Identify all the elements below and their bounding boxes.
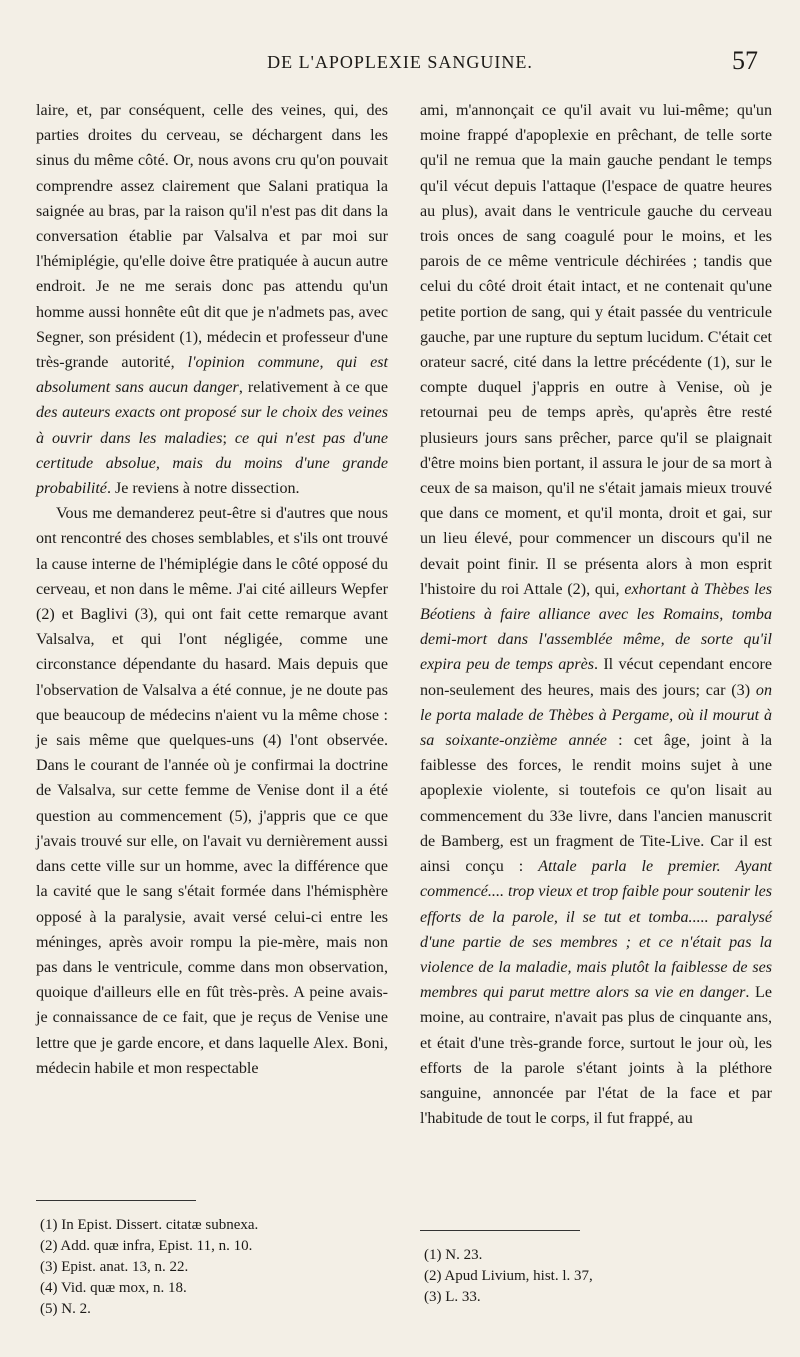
footnote: (2) Add. quæ infra, Epist. 11, n. 10. <box>40 1238 253 1254</box>
page-number: 57 <box>732 46 758 75</box>
footnote: (4) Vid. quæ mox, n. 18. <box>40 1280 187 1296</box>
text-run: . Il vécut cependant encore non-seulement des heures, mais des jours; car (3) <box>420 656 772 699</box>
paragraph: Vous me demanderez peut-être si d'autres que nous ont rencontré des choses semblables, et s'ils ont trouvé la cause interne de l'hémiplégie dans le côté opposé du cerveau, et non dans le même. J'ai cité ailleurs Wepfer (2) et Baglivi (3), qui ont fait cette remarque avant Valsalva, et qui l'ont négligée, comme une circonstance dépendante du hasard. Mais depuis que l'observation de Valsalva a été connue, je ne doute pas que beaucoup de médecins n'aient vu la même chose : je sais même que quelques-uns (4) l'ont observée. Dans le courant de l'année où je confirmai la doctrine de Valsalva, sur cette femme de Venise dont il a été question au commencement (5), j'appris que ce que j'avais trouvé sur elle, on l'avait vu dernièrement aussi dans cette ville sur un homme, avec la différence que la cavité que le sang s'était formée dans l'hémisphère opposé à la paralysie, avait versé celui-ci entre les méninges, après avoir rompu la pie-mère, mais non pas dans le ventricule, comme dans mon observation, quoique d'ailleurs elle en fût très-près. A peine avais-je connaissance de ce fait, que je reçus de Venise une lettre que je garde encore, et dans laquelle Alex. Boni, médecin habile et mon respectable <box>36 505 388 1077</box>
italic-run: des auteurs exacts ont proposé sur le choix des veines à ouvrir dans les maladies <box>36 404 388 447</box>
right-column <box>420 98 772 1131</box>
text-run: ; <box>222 429 235 447</box>
paragraph <box>36 98 388 501</box>
left-column <box>36 98 388 1081</box>
footnote: (2) Apud Livium, hist. l. 37, <box>424 1268 593 1284</box>
footnote: (5) N. 2. <box>40 1301 91 1317</box>
running-title: DE L'APOPLEXIE SANGUINE. <box>267 52 533 72</box>
text-run: ami, m'annonçait ce qu'il avait vu lui-même; qu'un moine frappé d'apoplexie en prêchant, de telle sorte qu'il ne remua que la main gauche pendant le temps qu'il vécut depuis l'attaque (l'espace de quatre heures au plus), avait dans le ventricule gauche du cerveau trois onces de sang coagulé pour le moins, et les parois de ce même ventricule déchirées ; tandis que celui du côté droit était intact, et ne contenait qu'une petite portion de sang, qui y était passée du ventricule gauche, par une rupture du septum lucidum. C'était cet orateur sacré, cité dans la lettre précédente (1), sur le compte duquel j'appris en outre à Venise, où je retournai peu de temps après, qu'après être resté plusieurs jours sans prêcher, parce qu'il se plaignait d'être moins bien portant, il assura le jour de sa mort à ceux de sa maison, qu'il ne s'était jamais mieux trouvé que dans ce moment, et qu'il monta, droit et gai, sur un lieu élevé, pour commencer un discours qu'il ne devait point finir. Il se présenta alors à mon esprit l'histoire du roi Attale (2), qui, <box>420 102 772 598</box>
italic-run: on le porta malade de Thèbes à Pergame, où il mourut à sa soixante-onzième année <box>420 681 772 750</box>
footnote-rule <box>420 1230 580 1231</box>
footnotes-right <box>424 1245 764 1308</box>
italic-run: l'opinion commune, qui est absolument sans aucun danger <box>36 354 388 397</box>
footnote: (1) In Epist. Dissert. citatæ subnexa. <box>40 1217 259 1233</box>
text-run: , relativement à ce que <box>238 379 388 397</box>
text-run: . Je reviens à notre dissection. <box>106 480 300 498</box>
paragraph <box>420 98 772 1131</box>
footnote-rule <box>36 1200 196 1201</box>
italic-run: ce qui n'est pas d'une certitude absolue, mais du moins d'une grande probabilité <box>36 429 388 498</box>
italic-run: exhortant à Thèbes les Béotiens à faire alliance avec les Romains, tomba demi-mort dans l'assemblée même, de sorte qu'il expira peu de temps après <box>420 580 772 674</box>
footnotes-left <box>40 1215 380 1320</box>
footnote: (3) Epist. anat. 13, n. 22. <box>40 1259 189 1275</box>
footnote: (3) L. 33. <box>424 1289 481 1305</box>
text-run: : cet âge, joint à la faiblesse des forces, le rendit moins sujet à une apoplexie violente, si toutefois ce qu'on lisait au commencement du 33e livre, dans l'ancien manuscrit de Bamberg, est un fragment de Tite-Live. Car il est ainsi conçu : <box>420 732 772 876</box>
text-run: . Le moine, au contraire, n'avait pas plus de cinquante ans, et était d'une très-grande force, surtout le jour où, les efforts de la parole s'étant joints à la pléthore sanguine, annoncée par l'état de la face et par l'habitude de tout le corps, il fut frappé, au <box>420 984 772 1128</box>
footnote: (1) N. 23. <box>424 1247 483 1263</box>
italic-run: Attale parla le premier. Ayant commencé.... trop vieux et trop faible pour soutenir les efforts de la parole, il se tut et tomba..... paralysé d'une partie de ses membres ; et ce n'était pas la violence de la maladie, mais plutôt la faiblesse de ses membres qui parut mettre alors sa vie en danger <box>420 858 772 1002</box>
text-run: laire, et, par conséquent, celle des veines, qui, des parties droites du cerveau, se déchargent dans les sinus du même côté. Or, nous avons cru qu'on pouvait comprendre assez clairement que Salani pratiqua la saignée au bras, par la raison qu'il n'est pas dit dans la conversation établie par Valsalva et par moi sur l'hémiplégie, qu'elle doive être pratiquée à aucun autre endroit. Je ne me serais donc pas attendu qu'un homme aussi honnête eût dit que je n'admets pas, avec Segner, son président (1), médecin et professeur d'une très-grande autorité, <box>36 102 388 372</box>
page-header <box>40 46 760 86</box>
